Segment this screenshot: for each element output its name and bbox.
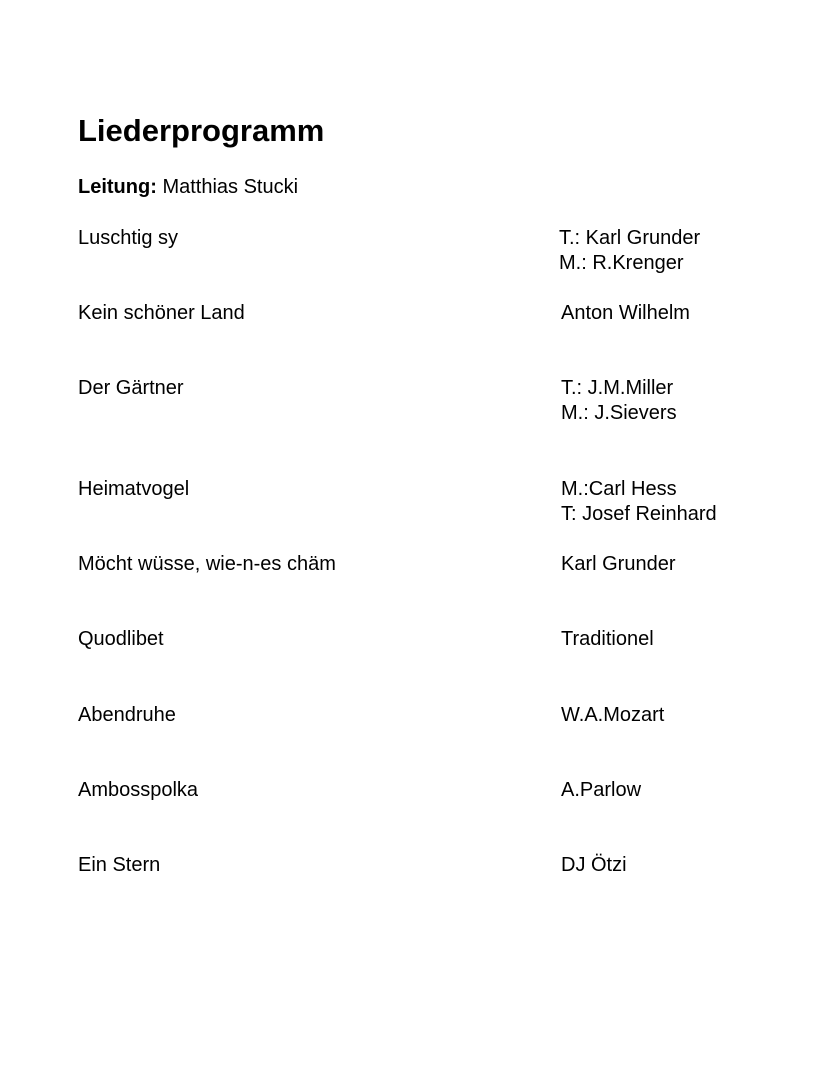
song-title: Quodlibet [78, 628, 164, 650]
page-title: Liederprogramm [78, 113, 325, 148]
credit-line: T.: J.M.Miller [561, 377, 674, 399]
song-title: Kein schöner Land [78, 302, 245, 324]
song-credits [561, 552, 676, 577]
credit-line: Traditionel [561, 628, 654, 650]
song-title: Luschtig sy [78, 227, 179, 249]
credit-line: M.: R.Krenger [559, 252, 684, 274]
credit-line: A.Parlow [561, 779, 642, 801]
song-title: Heimatvogel [78, 478, 190, 500]
song-title: Ambosspolka [78, 779, 199, 801]
credit-line: M.: J.Sievers [561, 402, 677, 424]
song-title: Abendruhe [78, 704, 176, 726]
song-credits [561, 778, 641, 803]
song-credits [561, 376, 677, 426]
song-credits [561, 477, 717, 527]
credit-line: W.A.Mozart [561, 704, 665, 726]
song-credits [561, 703, 664, 728]
song-title: Ein Stern [78, 854, 161, 876]
credit-line: M.:Carl Hess [561, 478, 677, 500]
leitung-line [78, 175, 298, 200]
song-credits [559, 226, 700, 276]
credit-line: T: Josef Reinhard [561, 503, 717, 525]
leitung-name: Matthias Stucki [162, 176, 299, 198]
credit-line: T.: Karl Grunder [559, 227, 701, 249]
credit-line: DJ Ötzi [561, 854, 627, 876]
song-credits [561, 627, 654, 652]
leitung-label: Leitung: [78, 176, 157, 198]
song-credits [561, 853, 627, 878]
song-title: Möcht wüsse, wie-n-es chäm [78, 553, 336, 575]
credit-line: Anton Wilhelm [561, 302, 690, 324]
song-credits [561, 301, 690, 326]
song-title: Der Gärtner [78, 377, 184, 399]
credit-line: Karl Grunder [561, 553, 676, 575]
